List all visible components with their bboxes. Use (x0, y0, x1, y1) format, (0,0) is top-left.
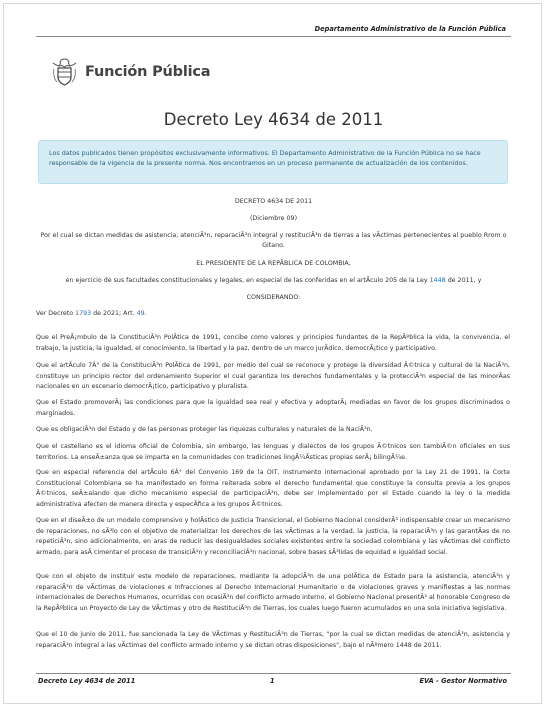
paragraph: Que el 10 de junio de 2011, fue sancionada la Ley de VÃctimas y RestituciÃ³n de Tierras, "por la cual se dictan medidas de atenciÃ³n, asistencia y reparaciÃ³n integral a las vÃctimas del conflicto armado interno y se dictan otras disposiciones", bajo el nÃºmero 1448 de 2011. (36, 631, 510, 649)
paragraph: Que el PreÃ¡mbulo de la ConstituciÃ³n PolÃtica de 1991, concibe como valores y principios fundantes de la RepÃºblica la vida, la convivencia, el trabajo, la justicia, la igualdad, el conocimiento, la libertad y la paz, dentro de un marco jurÃdico, democrÃ¡tico y participativo. (36, 334, 510, 352)
article-49-link[interactable]: 49 (136, 310, 145, 317)
decree-president: EL PRESIDENTE DE LA REPÃBLICA DE COLOMBIA, (196, 260, 351, 267)
decree-purpose: Por el cual se dictan medidas de asistencia, atenciÃ³n, reparaciÃ³n integral y restituciÃ³n de tierras a las vÃctimas pertenecientes al pueblo Rrom o Gitano. (40, 232, 507, 249)
decree-date: (Diciembre 09) (249, 215, 298, 222)
see-also-end: . (144, 310, 147, 317)
page-title: Decreto Ley 4634 de 2011 (163, 110, 384, 129)
logo (50, 57, 210, 87)
considering-heading: CONSIDERANDO: (246, 294, 301, 301)
paragraph: Que el castellano es el idioma oficial de Colombia, sin embargo, las lenguas y dialectos de los grupos Ã©tnicos son tambiÃ©n oficiales en sus territorios. La enseÃ±anza que se imparta en la comunidades con tradiciones lingÃ¼Ãsticas propias serÃ¡ bilingÃ¼e. (36, 443, 510, 461)
law-1448-link[interactable]: 1448 (429, 277, 446, 284)
see-also-text: Ver Decreto (36, 310, 76, 317)
decree-heading: DECRETO 4634 DE 2011 (234, 198, 313, 205)
footer-divider (36, 673, 511, 674)
paragraph: Que el Estado promoverÃ¡ las condiciones para que la igualdad sea real y efectiva y adoptarÃ¡ mediadas en favor de los grupos discriminados o marginados. (36, 399, 510, 417)
footer-system-name: EVA - Gestor Normativo (419, 677, 507, 685)
decree-1793-link[interactable]: 1793 (75, 310, 92, 317)
paragraph: Que es obligaciÃ³n del Estado y de las personas proteger las riquezas culturales y naturales de la NaciÃ³n. (36, 426, 373, 433)
powers-text: en ejercicio de sus facultades constitucionales y legales, en especial de las conferidas en el artÃculo 205 de la Ley (65, 277, 430, 284)
powers-text-end: de 2011, y (445, 277, 482, 284)
paragraph: Que con el objeto de instituir este modelo de reparaciones, mediante la adopciÃ³n de una polÃtica de Estado para la asistencia, atenciÃ³n y reparaciÃ³n de vÃctimas de violaciones e Infracciones al Derecho Internacional Humanitario o de violaciones graves y manifiestas a las normas internacionales de Derechos Humanos, ocurridas con ocasiÃ³n del conflicto armado interno, el Gobierno Nacional presentÃ³ al honorable Congreso de la RepÃºblica un Proyecto de Ley de VÃctimas y otro de RestituciÃ³n de Tierras, los cuales luego fueron acumulados en una sola iniciativa legislativa. (36, 573, 510, 612)
header-department: Departamento Administrativo de la Función Pública (314, 25, 506, 33)
colombia-coat-of-arms-icon (50, 57, 79, 87)
footer-page-number: 1 (270, 677, 275, 685)
logo-text: Función Pública (85, 64, 211, 80)
see-also (36, 309, 510, 320)
decree-powers (36, 276, 511, 286)
paragraph: Que en especial referencia del artÃculo 6Â° del Convenio 169 de la OIT, instrumento internacional aprobado por la Ley 21 de 1991, la Corte Constitucional Colombiana se ha manifestado en forma reiterada sobre el derecho fundamental que constituye la consulta previa a los grupos Ã©tnicos, seÃ±alando que dicho mecanismo especial de participaciÃ³n, debe ser implementado por el Estado cuando la ley o la medida administrativa afecten de manera directa y especÃfica a los grupos Ã©tnicos. (36, 469, 510, 508)
paragraph: Que en el diseÃ±o de un modelo comprensivo y holÃstico de Justicia Transicional, el Gobierno Nacional considerÃ³ indispensable crear un mecanismo de reparaciones, no sÃ³lo con el objetivo de materializar los derechos de las vÃctimas a la verdad, la justicia, la reparaciÃ³n y las garantÃas de no repeticiÃ³n, sino adicionalmente, en aras de reducir las desigualdades sociales existentes entre la sociedad colombiana y las vÃctimas del conflicto armado, para asÃ cimentar el proceso de transiciÃ³n y reconciliaciÃ³n nacional, sobre bases sÃ³lidas de equidad e igualdad social. (36, 517, 510, 556)
paragraph: Que el artÃculo 7Â° de la ConstituciÃ³n PolÃtica de 1991, por medio del cual se reconoce y protege la diversidad Ã©tnica y cultural de la NaciÃ³n, constituye un principio rector del ordenamiento Superior el cual garantiza los derechos fundamentales y la protecciÃ³n especial de las minorÃas nacionales en un escenario democrÃ¡tico, participativo y pluralista. (36, 362, 510, 391)
header-divider (36, 36, 511, 37)
footer-document-title: Decreto Ley 4634 de 2011 (38, 677, 136, 685)
see-also-middle: de 2021; Art. (91, 310, 137, 317)
info-notice: Los datos publicados tienen propósitos exclusivamente informativos. El Departamento Administrativo de la Función Pública no se hace responsable de la vigencia de la presente norma. Nos encontramos en un proceso permanente de actualización de los contenidos. (38, 140, 508, 184)
